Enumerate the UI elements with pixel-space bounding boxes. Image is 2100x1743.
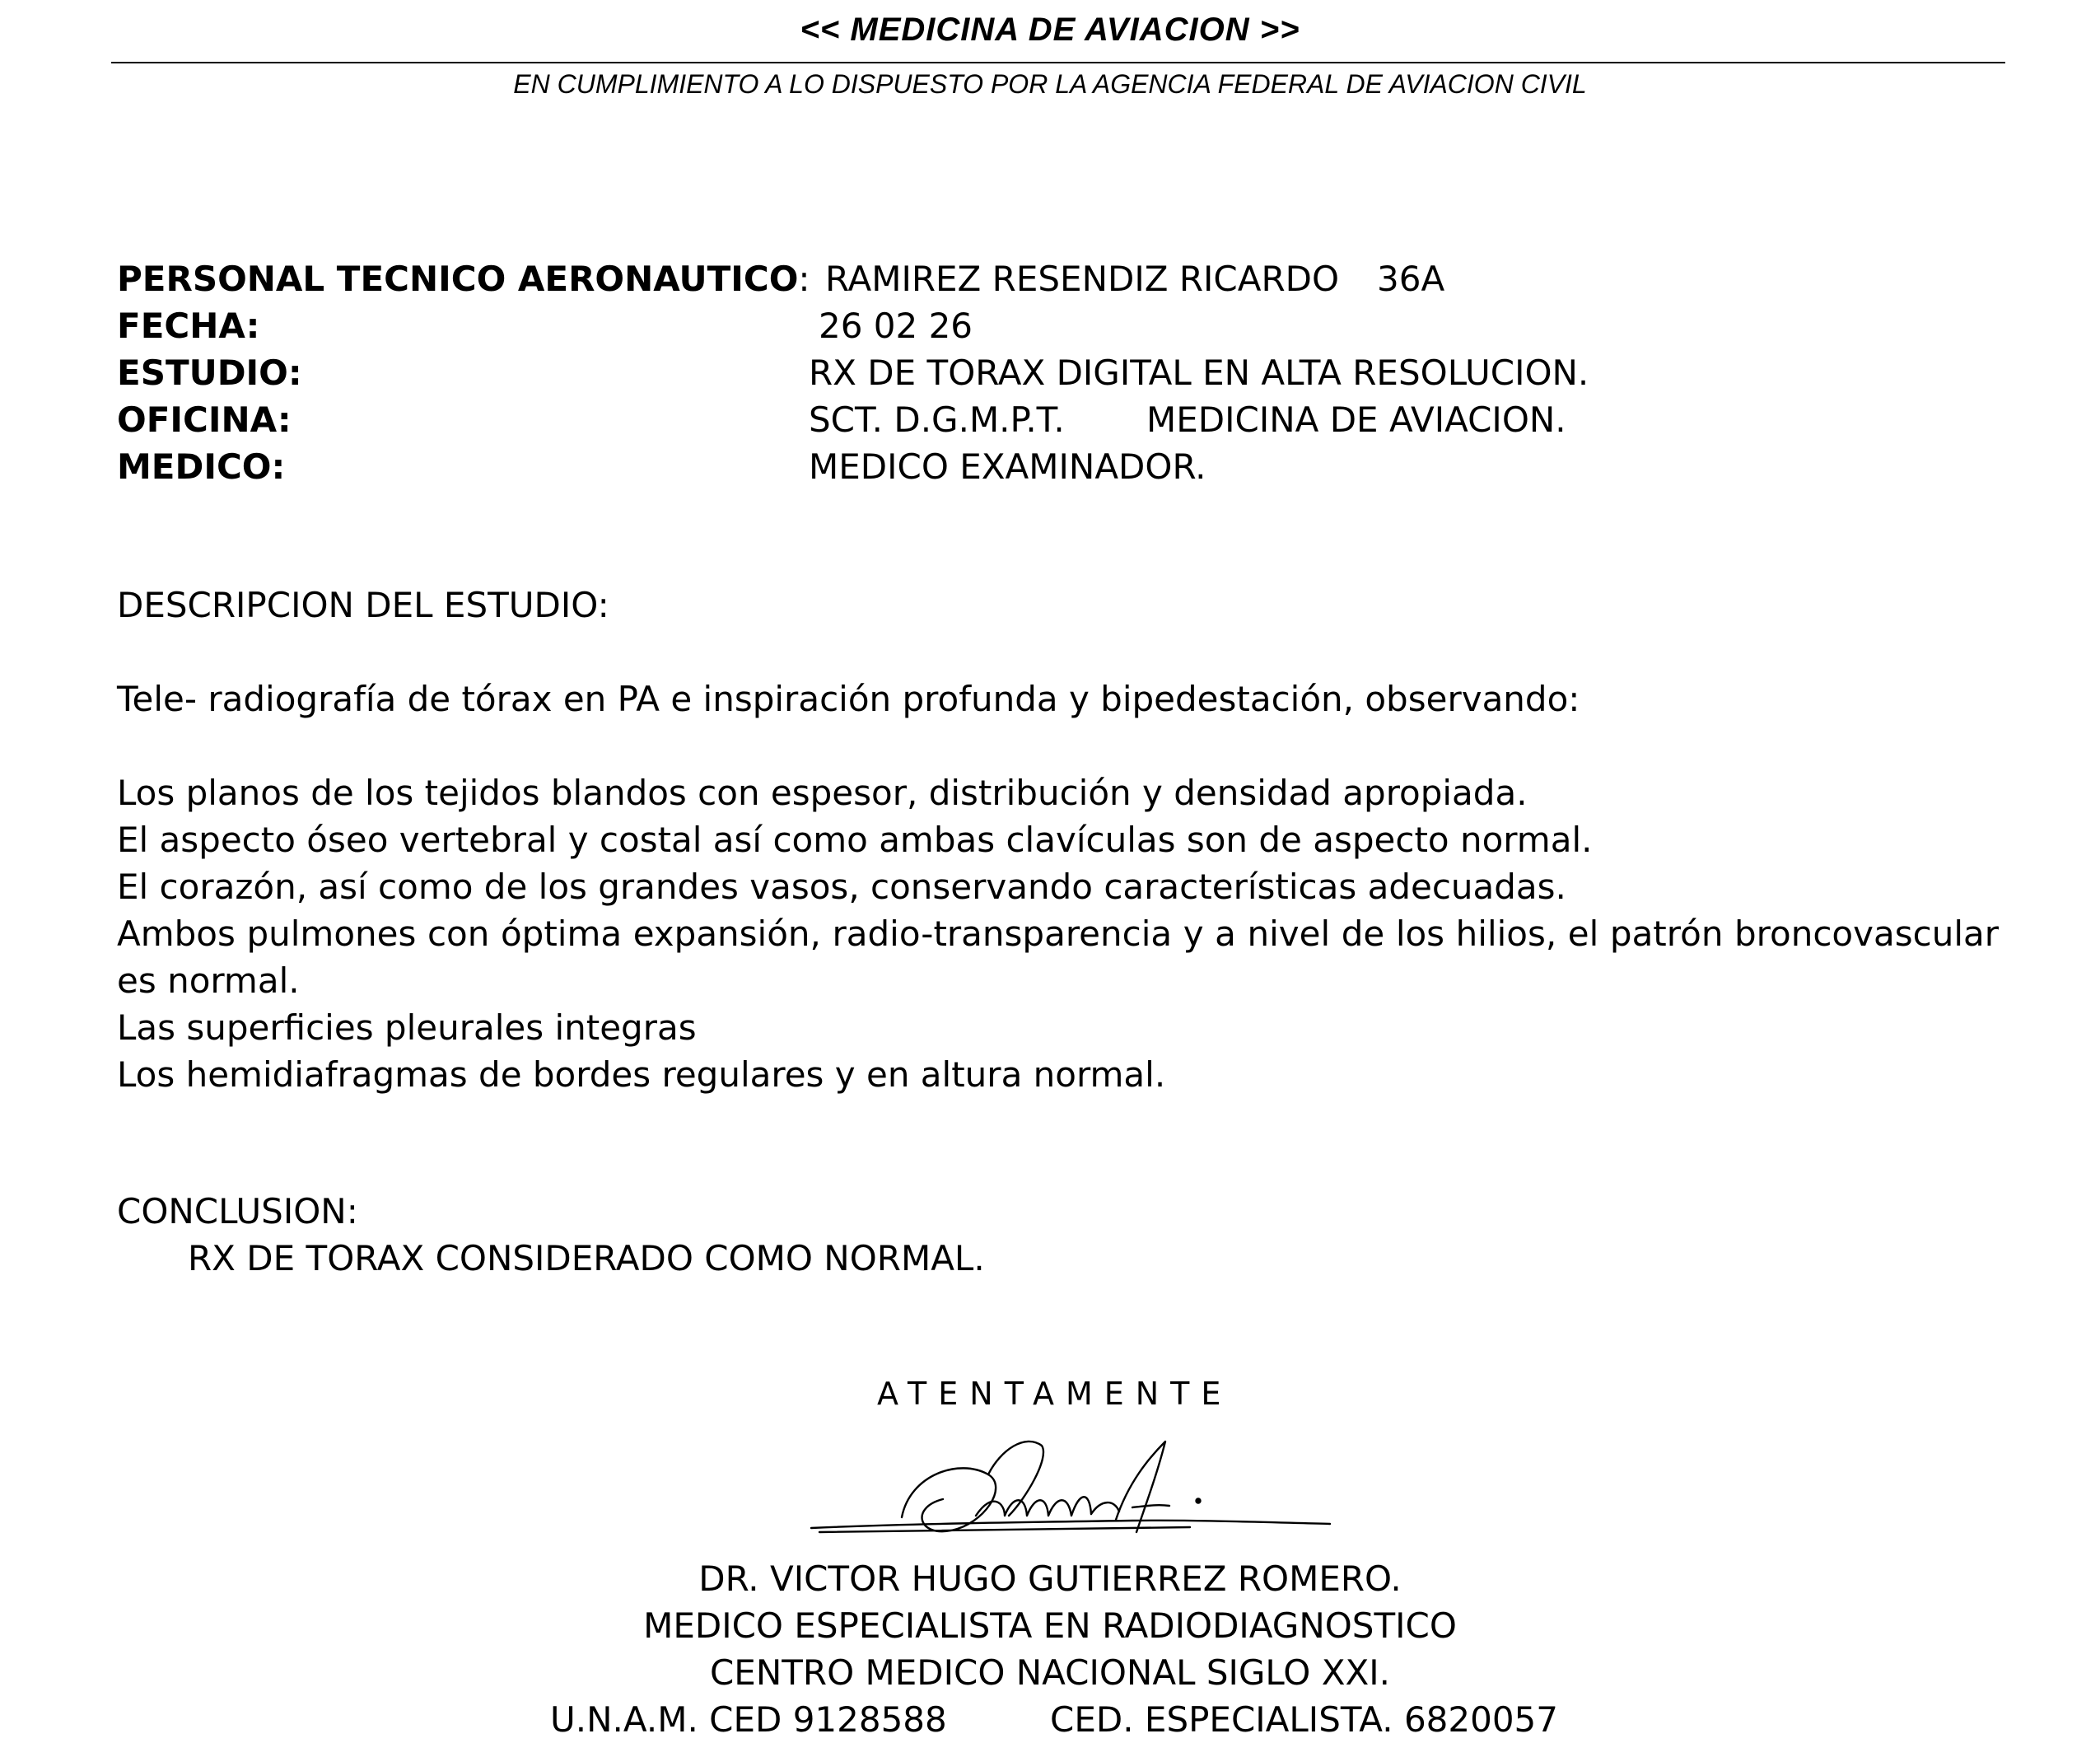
finding-item: Ambos pulmones con óptima expansión, radio-transparencia y a nivel de los hilios, el patrón broncovascular es normal.: [117, 914, 1999, 1001]
finding-item: El corazón, así como de los grandes vasos, conservando características adecuadas.: [117, 867, 1566, 907]
field-value-oficina: SCT. D.G.M.P.T.: [809, 400, 1065, 440]
field-value-medico: MEDICO EXAMINADOR.: [809, 446, 1206, 487]
title-divider: [111, 62, 2005, 63]
description-intro: Tele- radiografía de tórax en PA e inspiración profunda y bipedestación, observando:: [117, 679, 1580, 719]
field-label-medico: MEDICO:: [117, 446, 286, 487]
field-oficina: [117, 396, 2011, 443]
ced-especialista: CED. ESPECIALISTA. 6820057: [1050, 1699, 1558, 1740]
signer-name: DR. VICTOR HUGO GUTIERREZ ROMERO.: [698, 1558, 1402, 1599]
findings-list: [117, 769, 1999, 1098]
finding-item: El aspecto óseo vertebral y costal así como ambas clavículas son de aspecto normal.: [117, 820, 1593, 860]
signer-institution: CENTRO MEDICO NACIONAL SIGLO XXI.: [709, 1652, 1391, 1693]
finding-item: Las superficies pleurales integras: [117, 1007, 697, 1048]
page-subtitle: EN CUMPLIMIENTO A LO DISPUESTO POR LA AGENCIA FEDERAL DE AVIACION CIVIL: [513, 69, 1587, 99]
field-value-personal: RAMIREZ RESENDIZ RICARDO: [825, 259, 1340, 299]
handwritten-signature: [803, 1425, 1346, 1565]
field-label-fecha: FECHA:: [117, 306, 260, 346]
field-label-personal: PERSONAL TECNICO AERONAUTICO:: [117, 259, 810, 299]
conclusion-heading: CONCLUSION:: [117, 1191, 358, 1231]
field-value-estudio: RX DE TORAX DIGITAL EN ALTA RESOLUCION.: [809, 353, 1589, 393]
field-personal: [117, 255, 2011, 302]
finding-item: Los hemidiafragmas de bordes regulares y en altura normal.: [117, 1054, 1166, 1095]
finding-item: Los planos de los tejidos blandos con espesor, distribución y densidad apropiada.: [117, 773, 1528, 813]
field-value-fecha: 26 02 26: [819, 306, 973, 346]
page-title: << MEDICINA DE AVIACION >>: [800, 12, 1300, 48]
field-label-oficina: OFICINA:: [117, 400, 292, 440]
field-medico: [117, 443, 2011, 490]
field-value-oficina-2: MEDICINA DE AVIACION.: [1146, 400, 1566, 440]
field-estudio: [117, 349, 2011, 396]
field-fecha: [117, 302, 2011, 349]
ced-unam: U.N.A.M. CED 9128588: [550, 1699, 947, 1740]
closing-atentamente: ATENTAMENTE: [877, 1376, 1233, 1412]
signer-title: MEDICO ESPECIALISTA EN RADIODIAGNOSTICO: [643, 1605, 1457, 1646]
signer-credentials: [0, 1696, 2100, 1743]
description-heading: DESCRIPCION DEL ESTUDIO:: [117, 585, 609, 625]
conclusion-text: RX DE TORAX CONSIDERADO COMO NORMAL.: [188, 1238, 985, 1278]
field-label-estudio: ESTUDIO:: [117, 353, 302, 393]
patient-fields: [117, 255, 2011, 490]
field-value-personal-code: 36A: [1377, 259, 1445, 299]
